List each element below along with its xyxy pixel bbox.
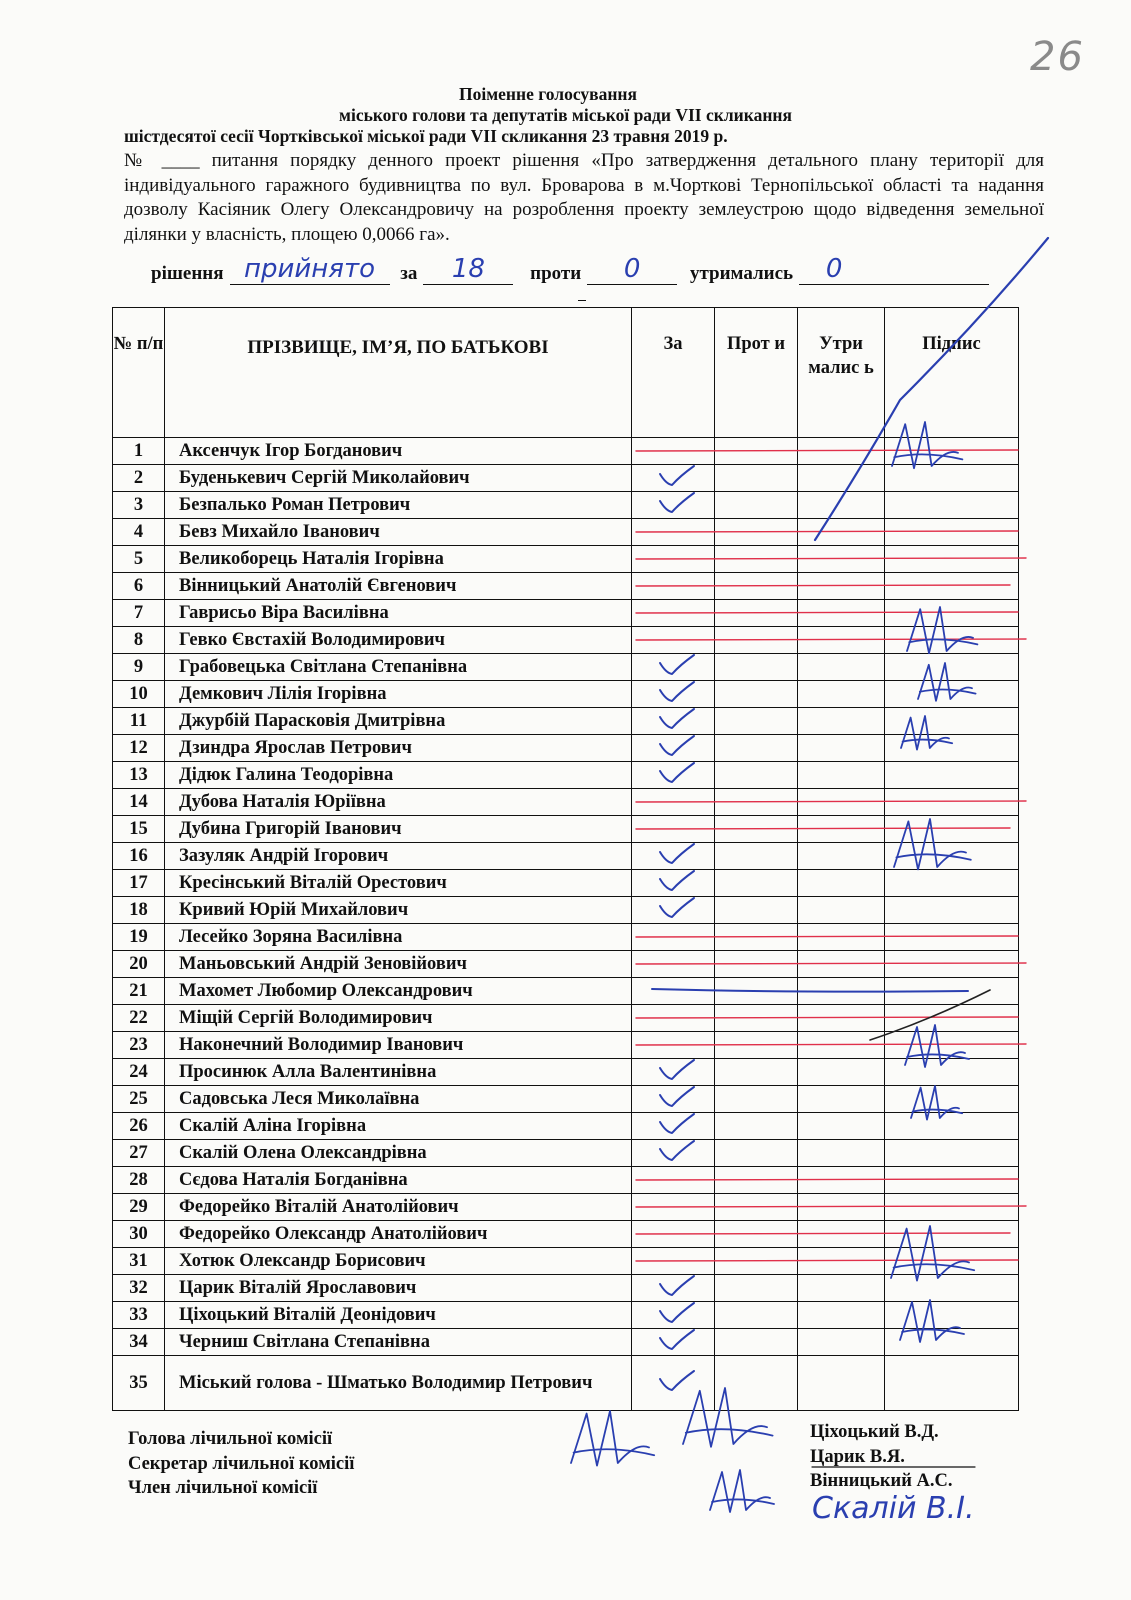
vote-for-cell	[632, 1329, 715, 1356]
table-row	[113, 1302, 1019, 1329]
against-label: проти	[530, 263, 582, 284]
abstained-label: утримались	[689, 263, 794, 284]
signature-cell	[885, 1194, 1019, 1221]
member-name: Скалій Аліна Ігорівна	[165, 1113, 632, 1140]
vote-against-cell	[715, 762, 798, 789]
vote-abstained-cell	[798, 843, 885, 870]
row-number: 29	[113, 1194, 165, 1221]
signature-cell	[885, 654, 1019, 681]
header-session: шістдесятої сесії Чортківської міської ради VII скликання 23 травня 2019 р.	[124, 126, 728, 146]
member-name: Хотюк Олександр Борисович	[165, 1248, 632, 1275]
vote-for-cell	[632, 951, 715, 978]
row-number: 24	[113, 1059, 165, 1086]
vote-for-cell	[632, 573, 715, 600]
member-name: Дубина Григорій Іванович	[165, 816, 632, 843]
signature-cell	[885, 1032, 1019, 1059]
page-number: 26	[1030, 34, 1085, 80]
vote-abstained-cell	[798, 1275, 885, 1302]
vote-abstained-cell	[798, 1248, 885, 1275]
vote-abstained-cell	[798, 1005, 885, 1032]
signature-cell	[885, 816, 1019, 843]
signature-cell	[885, 735, 1019, 762]
signature-cell	[885, 438, 1019, 465]
for-value: 18	[451, 254, 485, 284]
member-name: Ціхоцький Віталій Деонідович	[165, 1302, 632, 1329]
vote-abstained-cell	[798, 1167, 885, 1194]
vote-against-cell	[715, 735, 798, 762]
for-label: за	[400, 263, 418, 284]
vote-for-cell	[632, 1221, 715, 1248]
vote-abstained-cell	[798, 627, 885, 654]
vote-against-cell	[715, 843, 798, 870]
table-row	[113, 762, 1019, 789]
signature-cell	[885, 1140, 1019, 1167]
signature-cell	[885, 1167, 1019, 1194]
counting-commission-names	[810, 1420, 952, 1494]
member-name: Джурбій Парасковія Дмитрівна	[165, 708, 632, 735]
row-number: 2	[113, 465, 165, 492]
row-number: 30	[113, 1221, 165, 1248]
table-row	[113, 1167, 1019, 1194]
decision-line	[145, 254, 1025, 285]
against-value: 0	[623, 254, 641, 284]
member-name: Аксенчук Ігор Богданович	[165, 438, 632, 465]
vote-for-cell	[632, 465, 715, 492]
vote-for-cell	[632, 924, 715, 951]
vote-abstained-cell	[798, 897, 885, 924]
row-number: 19	[113, 924, 165, 951]
row-number: 4	[113, 519, 165, 546]
row-number: 35	[113, 1356, 165, 1411]
vote-for-cell	[632, 1005, 715, 1032]
vote-for-cell	[632, 816, 715, 843]
vote-for-cell	[632, 519, 715, 546]
member-name: Міщій Сергій Володимирович	[165, 1005, 632, 1032]
member-name: Грабовецька Світлана Степанівна	[165, 654, 632, 681]
abstained-value: 0	[825, 254, 843, 284]
vote-for-cell	[632, 1194, 715, 1221]
vote-against-cell	[715, 1329, 798, 1356]
decision-label: рішення	[151, 263, 224, 284]
row-number: 34	[113, 1329, 165, 1356]
vote-for-cell	[632, 438, 715, 465]
signature-cell	[885, 573, 1019, 600]
signature-mark	[710, 1470, 774, 1512]
vote-abstained-cell	[798, 1140, 885, 1167]
vote-against-cell	[715, 1194, 798, 1221]
row-number: 3	[113, 492, 165, 519]
member-name: Черниш Світлана Степанівна	[165, 1329, 632, 1356]
row-number: 12	[113, 735, 165, 762]
signature-cell	[885, 870, 1019, 897]
row-number: 20	[113, 951, 165, 978]
vote-for-cell	[632, 1113, 715, 1140]
vote-against-cell	[715, 492, 798, 519]
member-name: Садовська Леся Миколаївна	[165, 1086, 632, 1113]
vote-against-cell	[715, 1032, 798, 1059]
vote-for-cell	[632, 600, 715, 627]
table-row	[113, 1194, 1019, 1221]
vote-for-cell	[632, 870, 715, 897]
member-name: Гаврисьо Віра Василівна	[165, 600, 632, 627]
vote-against-cell	[715, 870, 798, 897]
table-row	[113, 870, 1019, 897]
vote-for-cell	[632, 978, 715, 1005]
vote-for-cell	[632, 627, 715, 654]
row-number: 26	[113, 1113, 165, 1140]
member-name: Демкович Лілія Ігорівна	[165, 681, 632, 708]
table-row	[113, 519, 1019, 546]
document-header	[0, 84, 1131, 147]
vote-against-cell	[715, 1302, 798, 1329]
vote-abstained-cell	[798, 762, 885, 789]
signature-cell	[885, 1086, 1019, 1113]
vote-against-cell	[715, 573, 798, 600]
vote-abstained-cell	[798, 789, 885, 816]
vote-for-cell	[632, 1356, 715, 1411]
member-name: Федорейко Віталій Анатолійович	[165, 1194, 632, 1221]
signature-cell	[885, 1059, 1019, 1086]
divider-dash	[578, 300, 586, 301]
table-row	[113, 789, 1019, 816]
vote-abstained-cell	[798, 438, 885, 465]
vote-for-cell	[632, 1302, 715, 1329]
vote-against-cell	[715, 1275, 798, 1302]
name-secretary: Царик В.Я.	[810, 1446, 905, 1467]
row-number: 11	[113, 708, 165, 735]
row-number: 9	[113, 654, 165, 681]
member-name: Великоборець Наталія Ігорівна	[165, 546, 632, 573]
vote-abstained-cell	[798, 1302, 885, 1329]
col-header-num: № п/п	[113, 308, 165, 438]
member-name: Скалій Олена Олександрівна	[165, 1140, 632, 1167]
member-name: Сєдова Наталія Богданівна	[165, 1167, 632, 1194]
vote-for-cell	[632, 492, 715, 519]
vote-against-cell	[715, 924, 798, 951]
vote-for-cell	[632, 789, 715, 816]
member-name: Гевко Євстахій Володимирович	[165, 627, 632, 654]
row-number: 10	[113, 681, 165, 708]
vote-abstained-cell	[798, 870, 885, 897]
table-row	[113, 654, 1019, 681]
abstained-field	[799, 254, 989, 285]
table-row	[113, 573, 1019, 600]
col-header-signature: Підпис	[885, 308, 1019, 438]
row-number: 15	[113, 816, 165, 843]
signature-cell	[885, 762, 1019, 789]
table-row	[113, 492, 1019, 519]
vote-for-cell	[632, 762, 715, 789]
signature-cell	[885, 1005, 1019, 1032]
table-row	[113, 843, 1019, 870]
signature-cell	[885, 843, 1019, 870]
agenda-question: № ____ питання порядку денного проект рішення «Про затвердження детального плану території для індивідуального гаражного будивництва по вул. Броварова в м.Чорткові Тернопільської області та надання дозволу Касіяник Олегу Олександровичу на розроблення проекту землеустрою щодо відведення земельної ділянки у власність, площею 0,0066 га».	[124, 150, 1044, 245]
table-row	[113, 735, 1019, 762]
member-name: Кривий Юрій Михайлович	[165, 897, 632, 924]
vote-against-cell	[715, 1086, 798, 1113]
row-number: 18	[113, 897, 165, 924]
table-row	[113, 951, 1019, 978]
signature-cell	[885, 789, 1019, 816]
table-row	[113, 924, 1019, 951]
table-row	[113, 546, 1019, 573]
vote-against-cell	[715, 627, 798, 654]
vote-abstained-cell	[798, 951, 885, 978]
vote-abstained-cell	[798, 465, 885, 492]
vote-abstained-cell	[798, 924, 885, 951]
vote-against-cell	[715, 654, 798, 681]
vote-abstained-cell	[798, 816, 885, 843]
signature-cell	[885, 1329, 1019, 1356]
row-number: 1	[113, 438, 165, 465]
vote-against-cell	[715, 1113, 798, 1140]
col-header-name: ПРІЗВИЩЕ, ІМ’Я, ПО БАТЬКОВІ	[165, 308, 632, 438]
signature-cell	[885, 924, 1019, 951]
vote-for-cell	[632, 1086, 715, 1113]
member-name: Дідюк Галина Теодорівна	[165, 762, 632, 789]
decision-field	[230, 254, 390, 285]
against-field	[587, 254, 677, 285]
signature-cell	[885, 492, 1019, 519]
vote-for-cell	[632, 681, 715, 708]
role-member: Член лічильної комісії	[128, 1478, 318, 1498]
decision-value: прийнято	[244, 254, 375, 284]
header-subtitle: міського голови та депутатів міської ради VII скликання	[339, 105, 792, 125]
vote-abstained-cell	[798, 1356, 885, 1411]
table-row	[113, 1086, 1019, 1113]
table-header-row	[113, 308, 1019, 438]
table-row	[113, 1248, 1019, 1275]
row-number: 7	[113, 600, 165, 627]
signature-cell	[885, 1221, 1019, 1248]
row-number: 25	[113, 1086, 165, 1113]
vote-against-cell	[715, 951, 798, 978]
vote-abstained-cell	[798, 681, 885, 708]
signature-cell	[885, 546, 1019, 573]
header-title: Поіменне голосування	[459, 84, 637, 104]
row-number: 14	[113, 789, 165, 816]
signature-mark	[571, 1411, 654, 1466]
vote-abstained-cell	[798, 573, 885, 600]
vote-for-cell	[632, 897, 715, 924]
vote-for-cell	[632, 654, 715, 681]
role-chair: Голова лічильної комісії	[128, 1429, 333, 1449]
signature-cell	[885, 1275, 1019, 1302]
signature-cell	[885, 681, 1019, 708]
table-row	[113, 1275, 1019, 1302]
role-secretary: Секретар лічильної комісії	[128, 1453, 355, 1474]
vote-against-cell	[715, 681, 798, 708]
table-row	[113, 627, 1019, 654]
row-number: 5	[113, 546, 165, 573]
vote-against-cell	[715, 978, 798, 1005]
vote-against-cell	[715, 600, 798, 627]
vote-against-cell	[715, 816, 798, 843]
member-name: Буденькевич Сергій Миколайович	[165, 465, 632, 492]
signature-cell	[885, 978, 1019, 1005]
vote-for-cell	[632, 1167, 715, 1194]
row-number: 22	[113, 1005, 165, 1032]
vote-abstained-cell	[798, 600, 885, 627]
signature-cell	[885, 1356, 1019, 1411]
row-number: 8	[113, 627, 165, 654]
table-row	[113, 1356, 1019, 1411]
signature-cell	[885, 708, 1019, 735]
vote-against-cell	[715, 465, 798, 492]
vote-abstained-cell	[798, 735, 885, 762]
col-header-against: Прот и	[715, 308, 798, 438]
signature-cell	[885, 1248, 1019, 1275]
member-name: Вінницький Анатолій Євгенович	[165, 573, 632, 600]
vote-against-cell	[715, 789, 798, 816]
table-row	[113, 816, 1019, 843]
signature-cell	[885, 897, 1019, 924]
member-name: Наконечний Володимир Іванович	[165, 1032, 632, 1059]
vote-for-cell	[632, 1059, 715, 1086]
counting-commission-roles	[128, 1427, 354, 1501]
vote-abstained-cell	[798, 1194, 885, 1221]
table-row	[113, 708, 1019, 735]
vote-for-cell	[632, 1032, 715, 1059]
member-name: Дзиндра Ярослав Петрович	[165, 735, 632, 762]
signature-cell	[885, 465, 1019, 492]
vote-against-cell	[715, 897, 798, 924]
row-number: 32	[113, 1275, 165, 1302]
table-row	[113, 681, 1019, 708]
member-name: Бевз Михайло Іванович	[165, 519, 632, 546]
member-name: Махомет Любомир Олександрович	[165, 978, 632, 1005]
row-number: 21	[113, 978, 165, 1005]
member-name: Міський голова - Шматько Володимир Петрович	[165, 1356, 632, 1411]
table-row	[113, 1032, 1019, 1059]
vote-against-cell	[715, 1356, 798, 1411]
table-row	[113, 1140, 1019, 1167]
member-name: Федорейко Олександр Анатолійович	[165, 1221, 632, 1248]
vote-against-cell	[715, 1005, 798, 1032]
vote-for-cell	[632, 1248, 715, 1275]
vote-against-cell	[715, 1059, 798, 1086]
table-row	[113, 897, 1019, 924]
member-name: Просинюк Алла Валентинівна	[165, 1059, 632, 1086]
table-row	[113, 1005, 1019, 1032]
vote-abstained-cell	[798, 654, 885, 681]
signature-cell	[885, 600, 1019, 627]
table-row	[113, 1221, 1019, 1248]
for-field	[423, 254, 513, 285]
vote-abstained-cell	[798, 519, 885, 546]
vote-abstained-cell	[798, 1086, 885, 1113]
vote-against-cell	[715, 708, 798, 735]
member-name: Безпалько Роман Петрович	[165, 492, 632, 519]
signature-cell	[885, 627, 1019, 654]
handwritten-member-name: Скалій В.І.	[812, 1491, 975, 1526]
vote-for-cell	[632, 843, 715, 870]
vote-abstained-cell	[798, 492, 885, 519]
row-number: 28	[113, 1167, 165, 1194]
vote-for-cell	[632, 1275, 715, 1302]
table-row	[113, 438, 1019, 465]
col-header-abstained: Утри малис ь	[798, 308, 885, 438]
signature-cell	[885, 1302, 1019, 1329]
table-row	[113, 1113, 1019, 1140]
roll-call-table	[112, 307, 1019, 1411]
vote-against-cell	[715, 1221, 798, 1248]
vote-against-cell	[715, 1167, 798, 1194]
vote-abstained-cell	[798, 708, 885, 735]
vote-against-cell	[715, 546, 798, 573]
vote-against-cell	[715, 1248, 798, 1275]
row-number: 13	[113, 762, 165, 789]
row-number: 33	[113, 1302, 165, 1329]
member-name: Царик Віталій Ярославович	[165, 1275, 632, 1302]
row-number: 6	[113, 573, 165, 600]
table-row	[113, 600, 1019, 627]
vote-abstained-cell	[798, 978, 885, 1005]
member-name: Зазуляк Андрій Ігорович	[165, 843, 632, 870]
table-row	[113, 465, 1019, 492]
vote-abstained-cell	[798, 1032, 885, 1059]
member-name: Маньовський Андрій Зеновійович	[165, 951, 632, 978]
vote-abstained-cell	[798, 546, 885, 573]
vote-against-cell	[715, 438, 798, 465]
member-name: Дубова Наталія Юріївна	[165, 789, 632, 816]
signature-cell	[885, 951, 1019, 978]
vote-abstained-cell	[798, 1059, 885, 1086]
vote-abstained-cell	[798, 1113, 885, 1140]
vote-against-cell	[715, 1140, 798, 1167]
vote-abstained-cell	[798, 1221, 885, 1248]
vote-for-cell	[632, 546, 715, 573]
name-member: Вінницький А.С.	[810, 1471, 953, 1491]
table-row	[113, 1329, 1019, 1356]
table-row	[113, 1059, 1019, 1086]
row-number: 23	[113, 1032, 165, 1059]
member-name: Кресінський Віталій Орестович	[165, 870, 632, 897]
signature-cell	[885, 1113, 1019, 1140]
row-number: 27	[113, 1140, 165, 1167]
row-number: 31	[113, 1248, 165, 1275]
name-chair: Ціхоцький В.Д.	[810, 1422, 939, 1442]
member-name: Лесейко Зоряна Василівна	[165, 924, 632, 951]
vote-for-cell	[632, 708, 715, 735]
vote-for-cell	[632, 735, 715, 762]
signature-cell	[885, 519, 1019, 546]
row-number: 16	[113, 843, 165, 870]
vote-for-cell	[632, 1140, 715, 1167]
col-header-for: За	[632, 308, 715, 438]
vote-abstained-cell	[798, 1329, 885, 1356]
row-number: 17	[113, 870, 165, 897]
vote-against-cell	[715, 519, 798, 546]
table-row	[113, 978, 1019, 1005]
